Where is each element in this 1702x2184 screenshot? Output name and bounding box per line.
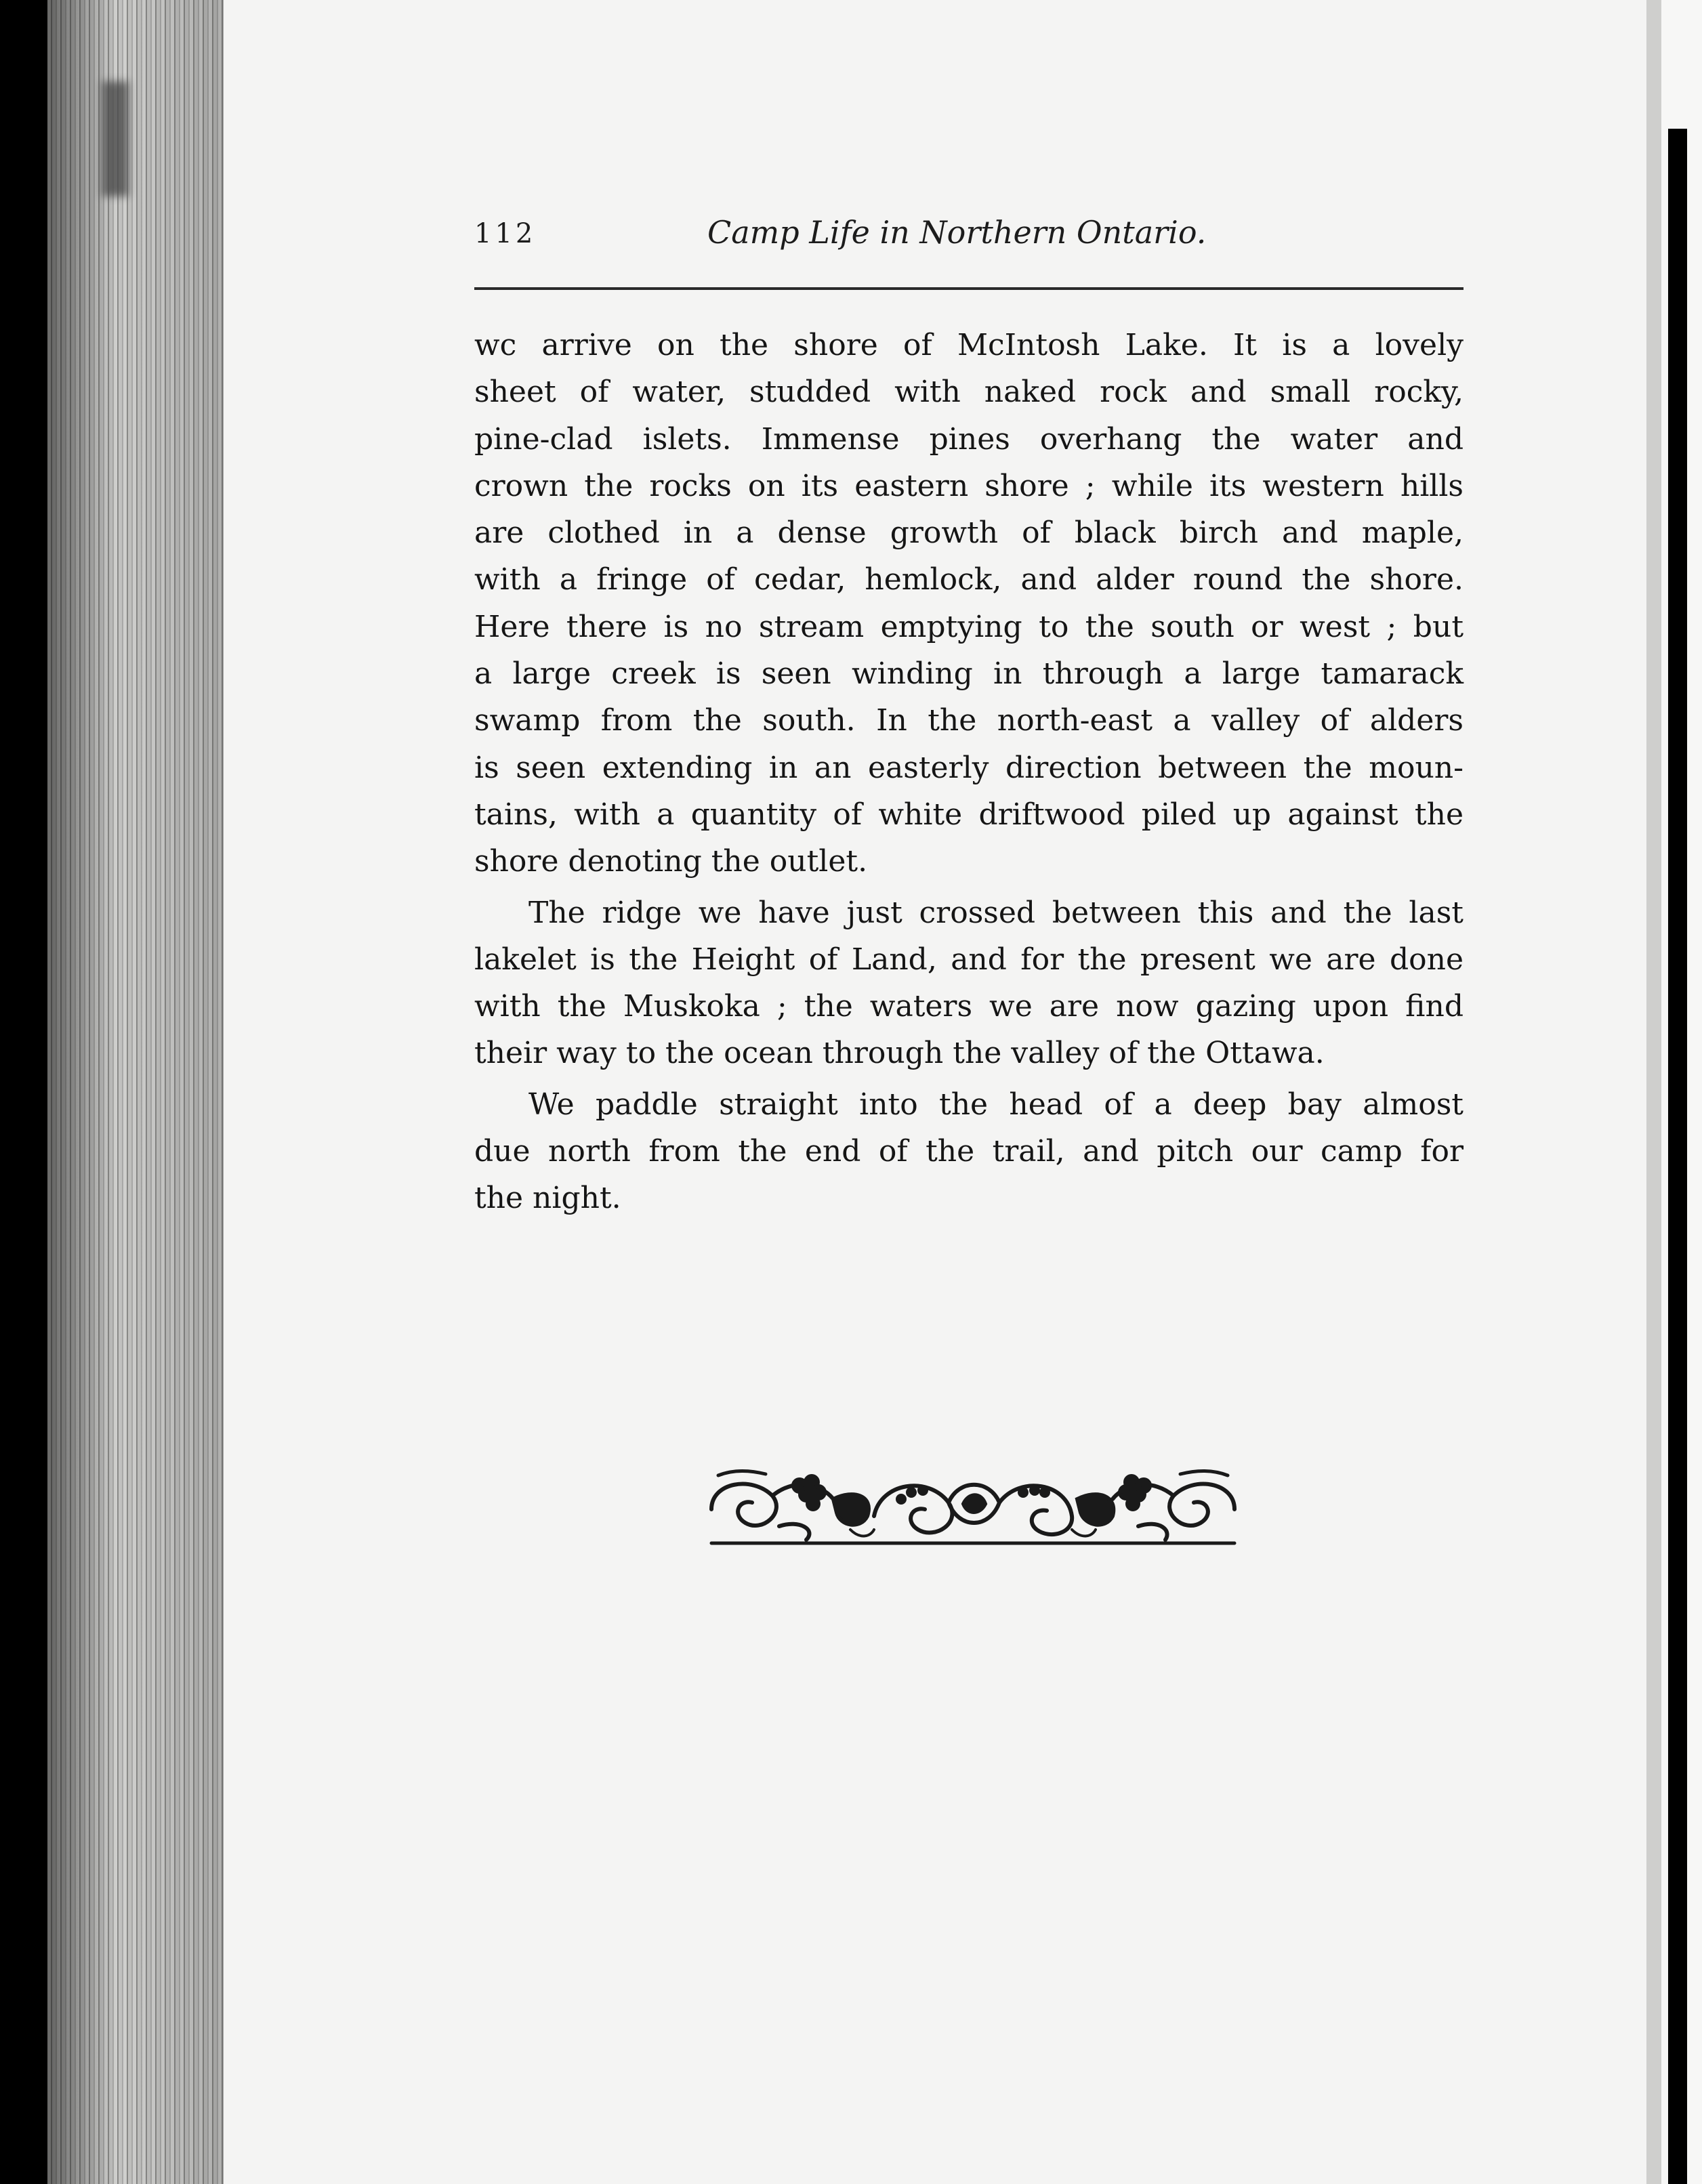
text-line: wc arrive on the shore of McIntosh Lake. It is a lovely [474, 328, 1464, 362]
text-line: lakelet is the Height of Land, and for the present we are done [474, 942, 1464, 977]
body-text [474, 322, 1464, 1222]
text-line: is seen extending in an easterly direction between the moun- [474, 750, 1464, 785]
running-title: Camp Life in Northern Ontario. [707, 214, 1207, 251]
scan-border [1668, 129, 1687, 2184]
paragraph-2 [474, 889, 1464, 1077]
running-head [474, 214, 1470, 268]
text-line: with the Muskoka ; the waters we are now gazing upon find [474, 989, 1464, 1024]
floral-tailpiece-ornament-icon [698, 1462, 1248, 1553]
text-line: shore denoting the outlet. [474, 844, 868, 879]
text-line: their way to the ocean through the valley of the Ottawa. [474, 1036, 1325, 1071]
paragraph-3 [474, 1081, 1464, 1222]
text-line: with a fringe of cedar, hemlock, and alder round the shore. [474, 562, 1464, 597]
text-line: sheet of water, studded with naked rock and small rocky, [474, 375, 1464, 410]
page-edges-shadow [47, 0, 224, 2184]
text-line: tains, with a quantity of white driftwood piled up against the [474, 797, 1464, 832]
text-line: are clothed in a dense growth of black birch and maple, [474, 516, 1464, 551]
text-line: the night. [474, 1181, 621, 1216]
header-rule [474, 287, 1464, 290]
text-line: due north from the end of the trail, and pitch our camp for [474, 1134, 1464, 1169]
text-line: Here there is no stream emptying to the south or west ; but [474, 609, 1464, 644]
text-line: swamp from the south. In the north-east a valley of alders [474, 703, 1464, 738]
page-number: 112 [474, 218, 537, 249]
text-line: The ridge we have just crossed between this and the last [528, 895, 1464, 930]
paragraph-1 [474, 322, 1464, 885]
text-line: We paddle straight into the head of a deep bay almost [528, 1087, 1464, 1122]
text-line: crown the rocks on its eastern shore ; while its western hills [474, 468, 1464, 503]
edge-stain [102, 81, 129, 196]
text-line: pine-clad islets. Immense pines overhang the water and [474, 421, 1464, 457]
text-line: a large creek is seen winding in through a large tamarack [474, 656, 1464, 692]
page-gutter [1646, 0, 1661, 2184]
